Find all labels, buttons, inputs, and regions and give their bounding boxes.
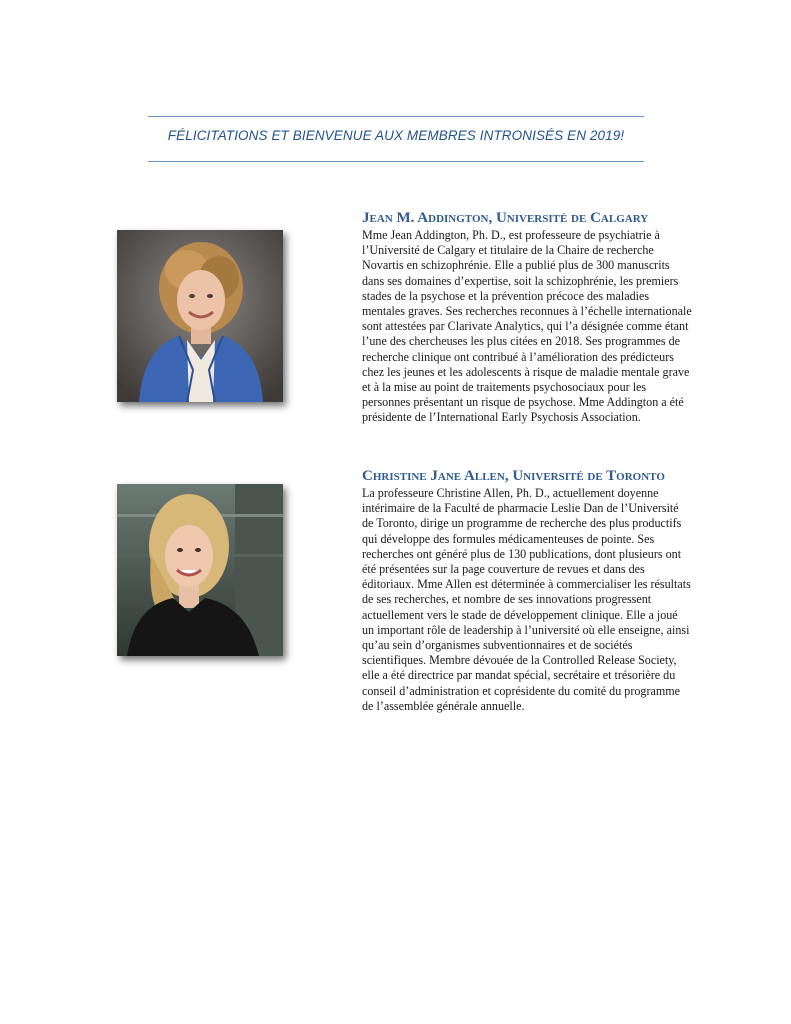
member-entry-allen [362,468,692,714]
member-bio: Mme Jean Addington, Ph. D., est professeure de psychiatrie à l’Université de Calgary et titulaire de la Chaire de recherche Novartis en schizophrénie. Elle a publié plus de 300 manuscrits dans ses domaines d’expertise, soit la schizophrénie, les premiers stades de la psychose et la prévention précoce des maladies mentales graves. Ses recherches reconnues à l’échelle internationale sont attestées par Clarivate Analytics, qui l’a désignée comme étant l’une des chercheuses les plus citées en 2018. Ses programmes de recherche clinique ont contribué à l’amélioration des prédicteurs chez les jeunes et les adolescents à risque de maladie mentale grave et à la mise au point de traitements psychosociaux pour les personnes présentant un risque de psychose. Mme Addington a été présidente de l’International Early Psychosis Association. [362,228,692,425]
member-entry-addington [362,210,692,426]
portrait-photo-allen [117,484,283,656]
banner-title: FÉLICITATIONS ET BIENVENUE AUX MEMBRES INTRONISÉS EN 2019! [167,128,625,143]
portrait-photo-addington [117,230,283,402]
member-name: Jean M. Addington, Université de Calgary [362,210,649,226]
member-name: Christine Jane Allen, Université de Toronto [362,468,665,484]
banner-bottom-rule [148,161,644,162]
banner-top-rule [148,116,644,117]
member-bio: La professeure Christine Allen, Ph. D., actuellement doyenne intérimaire de la Faculté de pharmacie Leslie Dan de l’Université de Toronto, dirige un programme de recherche des plus productifs qui développe des formules médicamenteuses de pointe. Ses recherches ont généré plus de 130 publications, dont plusieurs ont été présentées sur la page couverture de revues et dans des éditoriaux. Mme Allen est déterminée à commercialiser les résultats de ses recherches, et nombre de ses innovations progressent actuellement vers le stade de développement clinique. Elle a joué un important rôle de leadership à l’université où elle enseigne, ainsi qu’au sein d’organismes subventionnaires et de sociétés scientifiques. Membre dévouée de la Controlled Release Society, elle a été directrice par mandat spécial, secrétaire et trésorière du conseil d’administration et coprésidente du comité du programme de l’assemblée générale annuelle. [362,486,691,713]
